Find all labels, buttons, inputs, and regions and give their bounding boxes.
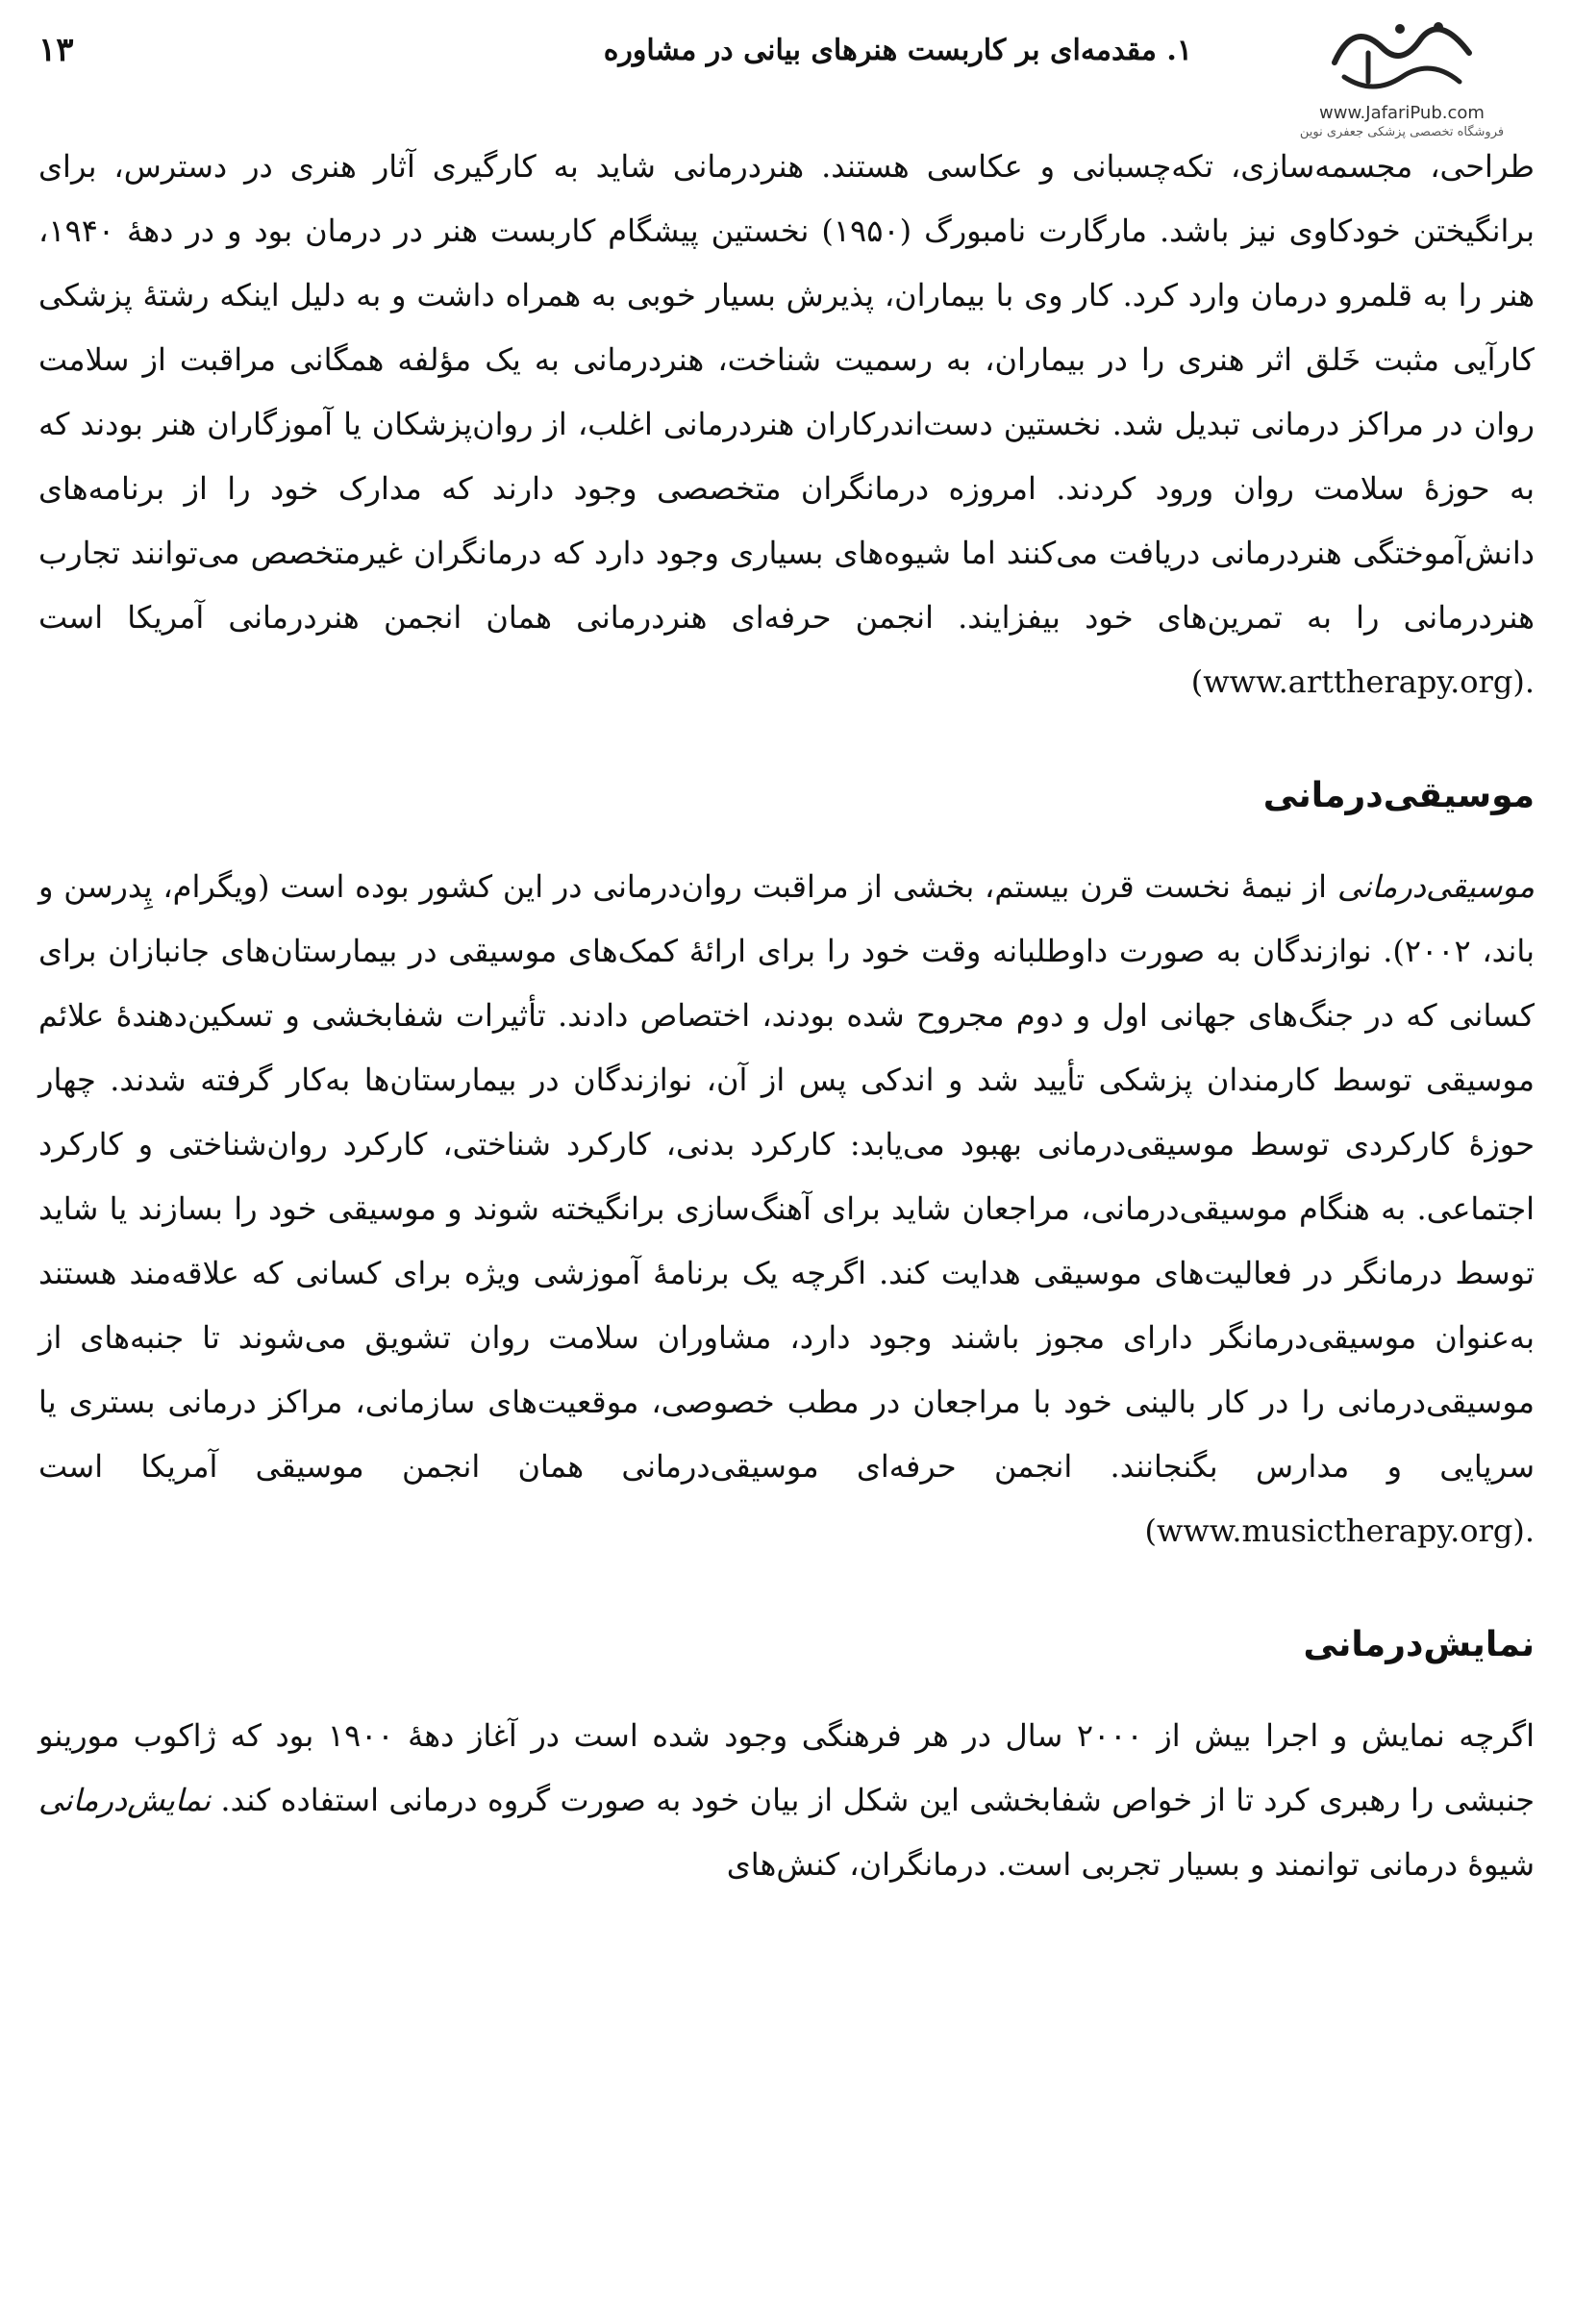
publisher-url: www.JafariPub.com (1319, 103, 1485, 123)
music-therapy-heading: موسیقی‌درمانی (1262, 776, 1535, 815)
art-therapy-text: طراحی، مجسمه‌سازی، تکه‌چسبانی و عکاسی هستند. هنردرمانی شاید به کارگیری آثار هنری در دسترس، برای برانگیختن خودکاوی نیز باشد. مارگارت نامبورگ (۱۹۵۰) نخستین پیشگام کاربست هنر در درمان بود و در دههٔ ۱۹۴۰، هنر را به قلمرو درمان وارد کرد. کار وی با بیماران، پذیرش بسیار خوبی به همراه داشت و به دلیل اینکه رشتهٔ پزشکی کارآیی مثبت خَلق اثر هنری را در بیماران، به رسمیت شناخت، هنردرمانی به یک مؤلفه همگانی مراقبت از سلامت روان در مراکز درمانی تبدیل شد. نخستین دست‌اندرکاران هنردرمانی اغلب، از روان‌پزشکان یا آموزگاران هنر بودند که به حوزهٔ سلامت روان ورود کردند. امروزه درمانگران متخصصی وجود دارند که مدارک خود را از برنامه‌های دانش‌آموختگی هنردرمانی دریافت می‌کنند اما شیوه‌های بسیاری وجود دارد که درمانگران غیرمتخصص می‌توانند تجارب هنردرمانی را به تمرین‌های خود بیفزایند. انجمن حرفه‌ای هنردرمانی همان انجمن هنردرمانی آمریکا است (38, 148, 1536, 636)
music-therapy-paragraph (38, 855, 1535, 1563)
music-therapy-text: از نیمهٔ نخست قرن بیستم، بخشی از مراقبت روان‌درمانی در این کشور بوده است (ویگرام، پِدرسن و باند، ۲۰۰۲). نوازندگان به صورت داوطلبانه وقت خود را برای ارائهٔ کمک‌های موسیقی در بیمارستان‌های جانبازان برای کسانی که در جنگ‌های جهانی اول و دوم مجروح شده بودند، اختصاص دادند. تأثیرات شفابخشی و تسکین‌دهندهٔ علائم موسیقی توسط کارمندان پزشکی تأیید شد و اندکی پس از آن، نوازندگان در بیمارستان‌ها به‌کار گرفته شدند. چهار حوزهٔ کارکردی توسط موسیقی‌درمانی بهبود می‌یابد: کارکرد بدنی، کارکرد شناختی، کارکرد روان‌شناختی و کارکرد اجتماعی. به هنگام موسیقی‌درمانی، مراجعان شاید برای آهنگ‌سازی برانگیخته شوند و موسیقی خود را بسازند یا شاید توسط درمانگر در فعالیت‌های موسیقی هدایت کند. اگرچه یک برنامهٔ آموزشی ویژه برای کسانی که علاقه‌مند هستند به‌عنوان موسیقی‌درمانگر دارای مجوز باشند وجود دارد، مشاوران سلامت روان تشویق می‌شوند تا جنبه‌های از موسیقی‌درمانی را در کار بالینی خود با مراجعان در مطب خصوصی، موقعیت‌های سازمانی، مراکز درمانی بستری یا سرپایی و مدارس بگنجانند. انجمن حرفه‌ای موسیقی‌درمانی همان انجمن موسیقی آمریکا است (38, 868, 1536, 1485)
drama-therapy-paragraph (38, 1704, 1535, 1897)
art-therapy-url: (www.arttherapy.org). (1190, 663, 1535, 700)
publisher-logo-icon (1315, 10, 1488, 101)
art-therapy-paragraph (38, 135, 1535, 714)
music-therapy-url: (www.musictherapy.org). (1144, 1512, 1535, 1549)
drama-therapy-text-end: شیوهٔ درمانی توانمند و بسیار تجربی است. درمانگران، کنش‌های (726, 1846, 1535, 1883)
drama-therapy-term: نمایش‌درمانی (38, 1782, 212, 1818)
running-header (38, 21, 1192, 79)
publisher-subtitle: فروشگاه تخصصی پزشکی جعفری نوین (1299, 125, 1505, 139)
drama-therapy-heading: نمایش‌درمانی (1303, 1625, 1535, 1664)
running-title: ۱. مقدمه‌ای بر کاربست هنرهای بیانی در مشاوره (603, 33, 1192, 67)
drama-therapy-text-start: اگرچه نمایش و اجرا بیش از ۲۰۰۰ سال در هر فرهنگی وجود شده است در آغاز دههٔ ۱۹۰۰ بود که ژاکوب مورینو جنبشی را رهبری کرد تا از خواص شفابخشی این شکل از بیان خود به صورت گروه درمانی استفاده کند. (38, 1717, 1536, 1818)
music-therapy-lead-term: موسیقی‌درمانی (1336, 868, 1535, 905)
page-number: ۱۳ (38, 31, 74, 69)
page-body (38, 135, 1535, 1897)
